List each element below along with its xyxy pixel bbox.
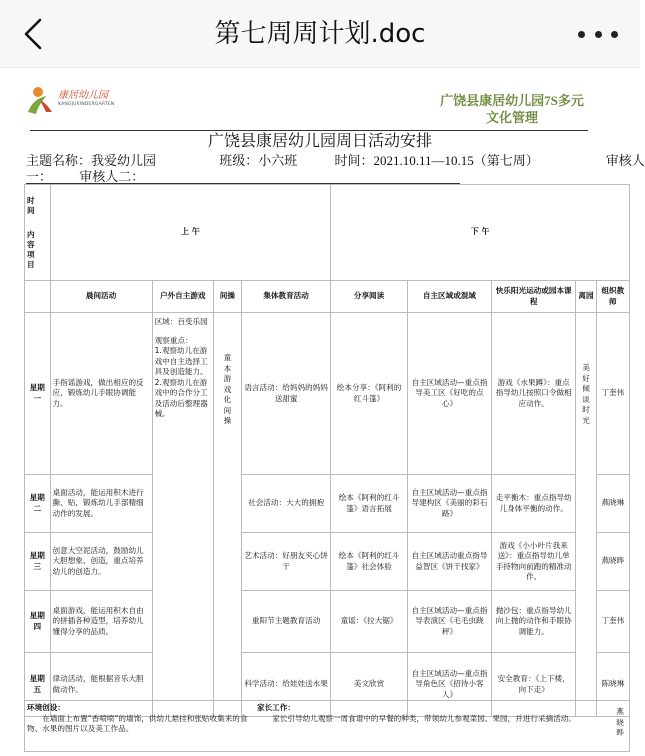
exercise-text: 童本游戏化间操 [223,353,232,425]
area-activity: 自主区域活动—重点指导表演区《毛毛虫跷秤》 [407,591,491,653]
sport-activity: 游戏《水果蹲》：重点指导幼儿按照口令做相应动作。 [492,313,576,475]
document-page [0,68,645,756]
shared-reading: 绘本《阿利的红斗篷》语言拓展 [331,475,408,533]
morning-activity: 手指谣游戏，做出相应的反应，锻炼幼儿手眼协调能力。 [50,313,152,475]
weekly-plan-table [24,184,630,717]
morning-header: 上 午 [50,185,331,281]
table-period-row [25,185,630,281]
document-title: 第七周周计划.doc [214,19,426,49]
morning-activity: 创意大空泥活动，鼓励幼儿大胆想象、创造，重点培养幼儿的创造力。 [50,533,152,591]
shared-reading: 童谣：《拉大锯》 [331,591,408,653]
class-name: 班级：小六班 [219,153,298,168]
parent-work-text: 家长引导幼儿观察一周食谱中的早餐的种类，带领幼儿参观菜园、果园，并进行采摘活动。 [272,713,576,723]
logo-chinese-name: 康居幼儿园 [58,90,108,101]
plan-info-row [26,152,645,169]
corner-cell [25,185,51,281]
group-edu-activity: 重阳节主题教育活动 [241,591,330,653]
day-cell: 星期五 [25,653,51,717]
bottom-section [24,700,630,752]
culture-line-1: 广饶县康居幼儿园7S多元 [440,93,584,108]
parent-work-block [257,703,597,724]
weekly-plan-table-wrap [24,184,630,717]
col-header: 快乐阳光运动或园本课程 [492,281,576,313]
kindergarten-logo [24,84,120,116]
top-bar [0,0,640,68]
logo-english-name: KANGJUKINDERGARTEN [58,102,115,107]
group-edu-activity: 社会活动：大大的拥抱 [241,475,330,533]
teacher-cell: 陈晓琳 [596,653,629,717]
table-header-row [25,281,630,313]
col-header: 组织教师 [596,281,629,313]
col-header: 集体教育活动 [241,281,330,313]
outdoor-play-cell [152,313,213,717]
sport-activity: 走平衡木：重点指导幼儿身体平衡的动作。 [492,475,576,533]
theme-name: 主题名称：我爱幼儿园 [26,153,157,168]
plan-title: 广饶县康居幼儿园周日活动安排 [207,133,432,150]
plan-time: 时间：2021.10.11—10.15（第七周） [334,153,539,168]
table-row [25,313,630,475]
day-cell: 星期一 [25,313,51,475]
teacher-cell: 丁奎伟 [596,313,629,475]
leave-cell [576,313,596,717]
col-header: 分享阅读 [331,281,408,313]
parent-work-label: 家长工作： [257,703,295,712]
col-header: 自主区域或混域 [407,281,491,313]
group-edu-activity: 艺术活动：好朋友夹心饼干 [241,533,330,591]
header-divider [30,130,588,131]
table-row [25,533,630,591]
teacher-cell: 丁奎伟 [596,591,629,653]
group-edu-activity: 科学活动：给娃娃送水果 [241,653,330,717]
shared-reading: 绘本分享：《阿利的红斗篷》 [331,313,408,475]
day-cell: 星期四 [25,591,51,653]
area-activity: 自主区域活动—重点指导角色区《招待小客人》 [407,653,491,717]
area-activity: 自主区域活动重点指导益智区《饼干找家》 [407,533,491,591]
sport-activity: 安全教育：《上下楼，向下走》 [492,653,576,717]
teacher-cell: 燕晓琳 [596,475,629,533]
environment-block [27,703,257,735]
col-header: 户外自主游戏 [152,281,213,313]
afternoon-header: 下 午 [331,185,630,281]
area-activity: 自主区域活动—重点指导美工区《好吃的点心》 [407,313,491,475]
sport-activity: 游戏《小小叶片我来送》：重点指导幼儿单手持物向前跑的精准动作。 [492,533,576,591]
environment-text: 在墙面上布置“香喷喷”的墙饰，供幼儿悬挂和张贴收集来的食物、水果的图片以及美工作品。 [27,713,248,733]
morning-activity: 桌面活动，能运用积木进行撕、贴，锻炼幼儿手部精细动作的发展。 [50,475,152,533]
more-dot-icon [611,31,618,38]
more-dot-icon [595,31,602,38]
group-edu-activity: 语言活动：给妈妈的妈妈送甜蜜 [241,313,330,475]
morning-activity: 桌面游戏，能运用积木自由的拼插各种造型，培养幼儿懂得分享的品质。 [50,591,152,653]
shared-reading: 绘本《阿利的红斗篷》社会体验 [331,533,408,591]
outdoor-area: 区域：百变乐园 [154,317,208,326]
culture-heading [422,92,602,126]
logo-mark-icon [24,84,56,116]
exercise-cell [213,313,241,717]
day-cell: 星期三 [25,533,51,591]
corner-time-label: 时间 [27,195,35,215]
teacher-cell: 燕晓晔 [596,533,629,591]
area-activity: 自主区域活动—重点指导建构区《美丽的彩石路》 [407,475,491,533]
reviewer-one-cont: 一： [26,169,53,184]
environment-label: 环境创设： [27,703,65,712]
col-header: 离园 [576,281,596,313]
corner-content-label: 内容项目 [27,229,35,269]
reviewer-one: 审核人 [605,153,645,168]
culture-line-2: 文化管理 [485,110,538,125]
more-dot-icon [578,31,585,38]
morning-activity: 律动活动，能根据音乐大胆做动作。 [50,653,152,717]
col-header: 晨间活动 [50,281,152,313]
table-row [25,591,630,653]
header-blank [25,281,51,313]
sport-activity: 抛沙包：重点指导幼儿向上抛的动作和手眼协调能力。 [492,591,576,653]
col-header: 间操 [213,281,241,313]
leave-text: 美好倾谈时光 [582,363,590,425]
reviewer-two: 审核人二： [79,169,145,184]
day-cell: 星期二 [25,475,51,533]
outdoor-focus: 观察重点： 1.观察幼儿在游戏中自主选择工具及创造能力。 2.观察幼儿在游戏中的合作分工及活动后整理器械。 [154,335,208,418]
table-row [25,475,630,533]
bottom-teacher: 燕晓晔 [616,707,624,737]
shared-reading: 美文欣赏 [331,653,408,717]
more-options-button[interactable] [578,18,618,50]
